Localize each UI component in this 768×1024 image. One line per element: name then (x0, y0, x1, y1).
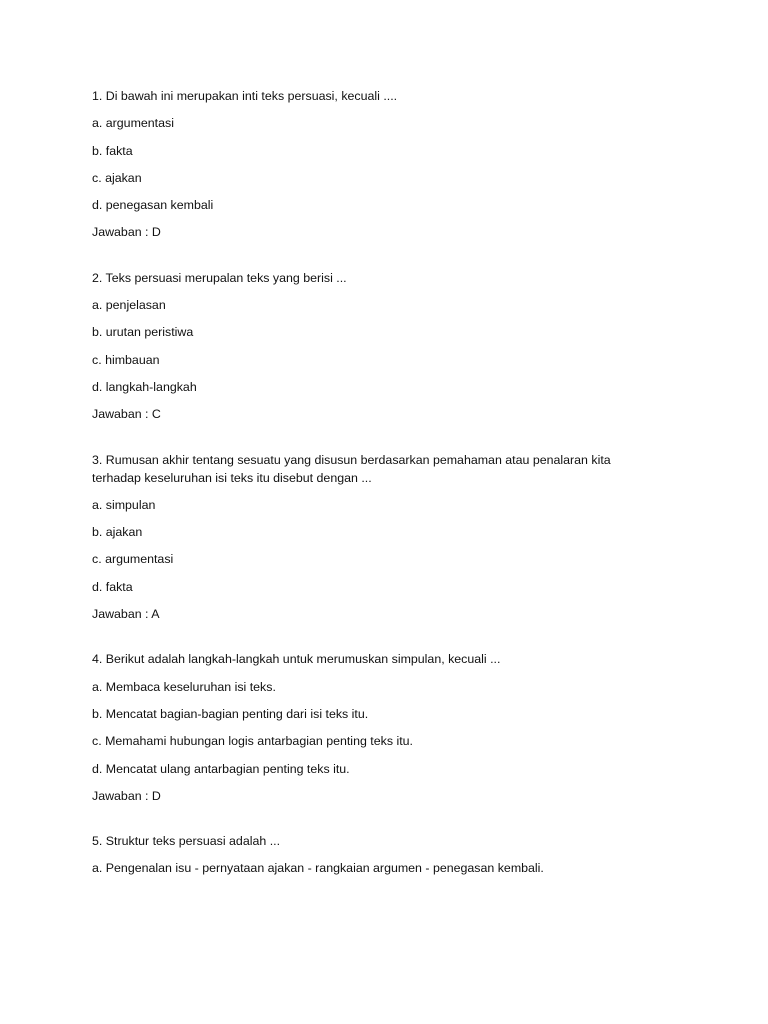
answer-option: c. argumentasi (92, 552, 174, 567)
answer-option: d. Mencatat ulang antarbagian penting teks itu. (92, 761, 350, 776)
answer-option: a. penjelasan (92, 298, 166, 313)
answer-key: Jawaban : A (92, 607, 160, 622)
document-page (92, 87, 692, 905)
question-4 (92, 650, 692, 804)
question-stem: 2. Teks persuasi merupalan teks yang berisi ... (92, 270, 347, 285)
answer-option: d. fakta (92, 579, 133, 594)
answer-option: c. Memahami hubungan logis antarbagian penting teks itu. (92, 734, 413, 749)
answer-option: a. simpulan (92, 497, 156, 512)
question-1 (92, 87, 692, 241)
answer-key: Jawaban : D (92, 788, 161, 803)
question-stem: 3. Rumusan akhir tentang sesuatu yang disusun berdasarkan pemahaman atau penalaran kita terhadap keseluruhan isi teks itu disebut dengan ... (92, 452, 611, 485)
answer-option: b. urutan peristiwa (92, 325, 194, 340)
answer-option: b. ajakan (92, 525, 143, 540)
question-3 (92, 451, 692, 623)
answer-option: a. Pengenalan isu - pernyataan ajakan - rangkaian argumen - penegasan kembali. (92, 861, 544, 876)
question-5 (92, 832, 692, 877)
question-stem: 1. Di bawah ini merupakan inti teks persuasi, kecuali .... (92, 89, 398, 103)
answer-key: Jawaban : D (92, 225, 161, 240)
question-stem: 5. Struktur teks persuasi adalah ... (92, 834, 281, 849)
answer-option: a. argumentasi (92, 116, 174, 131)
answer-option: d. penegasan kembali (92, 198, 214, 213)
question-stem: 4. Berikut adalah langkah-langkah untuk merumuskan simpulan, kecuali ... (92, 652, 501, 667)
answer-option: a. Membaca keseluruhan isi teks. (92, 679, 276, 694)
answer-key: Jawaban : C (92, 407, 161, 422)
answer-option: b. fakta (92, 143, 133, 158)
question-2 (92, 269, 692, 423)
answer-option: d. langkah-langkah (92, 379, 197, 394)
answer-option: b. Mencatat bagian-bagian penting dari isi teks itu. (92, 706, 369, 721)
answer-option: c. ajakan (92, 170, 142, 185)
answer-option: c. himbauan (92, 352, 160, 367)
